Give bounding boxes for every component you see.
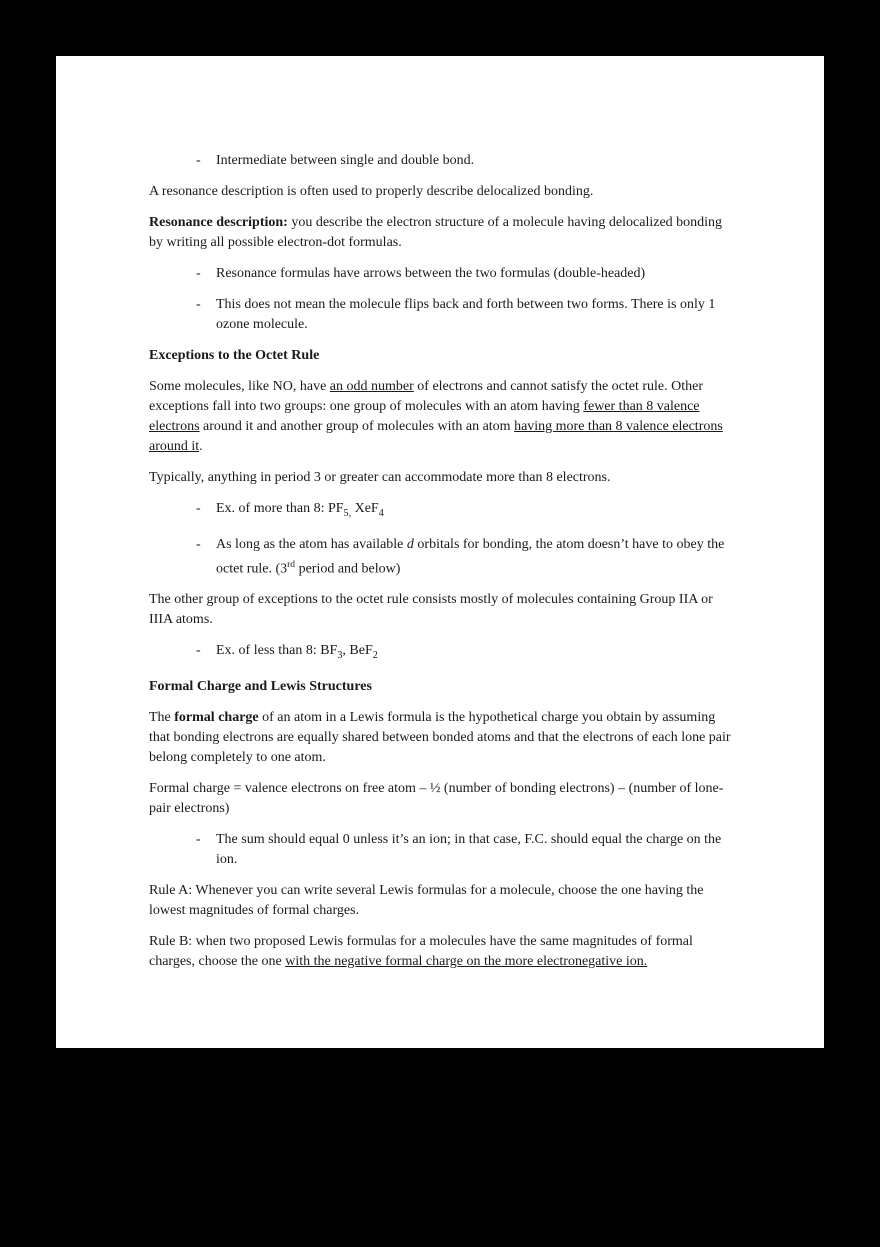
text-run: 2 <box>372 650 378 662</box>
text-run: 5, <box>343 507 352 519</box>
bullet-text <box>216 499 733 524</box>
text-run: Resonance formulas have arrows between the two formulas (double-headed) <box>216 266 646 281</box>
bullet-dash: - <box>196 536 201 552</box>
text-run: with the negative formal charge on the more electronegative ion. <box>285 954 648 970</box>
bullet-dash: - <box>196 297 201 312</box>
paragraph <box>149 881 733 921</box>
text-run: Ex. of less than 8: BF <box>216 643 338 659</box>
text-run: having more than 8 valence electrons around it <box>149 419 723 454</box>
text-run: Ex. of more than 8: PF <box>216 501 344 516</box>
text-run: Some molecules, like NO, have <box>149 379 330 394</box>
paragraph <box>149 708 733 768</box>
bullet-dash: - <box>196 501 201 516</box>
text-run: Rule A: Whenever you can write several Lewis formulas for a molecule, choose the one having the lowest magnitudes of formal charges. <box>149 883 704 919</box>
text-run: around it and another group of molecules with an atom <box>199 419 515 434</box>
text-run: of electrons and cannot satisfy the octet rule. Other exceptions fall into two groups: one group of molecules with an atom having <box>149 379 704 414</box>
paragraph <box>149 590 733 630</box>
text-run: Formal charge = valence electrons on free atom – ½ (number of bonding electrons) – (number of lone-pair electrons) <box>149 781 724 817</box>
text-run: Typically, anything in period 3 or greater can accommodate more than 8 electrons. <box>149 470 611 485</box>
bullet-text <box>216 830 733 870</box>
text-run: d <box>406 536 414 552</box>
text-run: orbitals for bonding, the atom doesn’t have to obey the octet rule. (3 <box>216 536 725 577</box>
paragraph <box>149 779 733 819</box>
text-run: This does not mean the molecule flips back and forth between two forms. There is only 1 ozone molecule. <box>216 297 716 332</box>
text-run: 4 <box>378 507 384 519</box>
bullet-dash: - <box>196 832 201 848</box>
text-run: , BeF <box>342 643 373 659</box>
section-heading <box>149 677 733 697</box>
text-run: . <box>199 439 203 454</box>
text-run: you describe the electron structure of a molecule having delocalized bonding by writing all possible electron-dot formulas. <box>149 215 723 250</box>
bullet-dash: - <box>196 643 201 659</box>
bullet-text <box>216 264 733 284</box>
bullet-item <box>196 535 733 580</box>
bullet-text <box>216 151 733 171</box>
text-run: The <box>149 710 175 726</box>
bullet-dash: - <box>196 266 201 281</box>
paragraph <box>149 377 733 457</box>
text-run: Exceptions to the Octet Rule <box>149 348 320 363</box>
text-run: The sum should equal 0 unless it’s an ion; in that case, F.C. should equal the charge on the ion. <box>216 832 722 868</box>
text-run: 3 <box>337 650 343 662</box>
text-run: period and below) <box>295 561 401 577</box>
bullet-item <box>196 499 733 524</box>
text-run: rd <box>287 559 296 570</box>
text-run: formal charge <box>174 710 259 726</box>
text-run: an odd number <box>329 379 414 394</box>
text-run: Formal Charge and Lewis Structures <box>149 679 372 695</box>
text-run: Resonance description: <box>149 215 288 230</box>
text-run: XeF <box>351 501 379 516</box>
section-heading <box>149 346 733 366</box>
bullet-text <box>216 535 733 580</box>
text-run: A resonance description is often used to properly describe delocalized bonding. <box>149 184 594 199</box>
bullet-text <box>216 641 733 666</box>
bullet-item <box>196 641 733 666</box>
paragraph <box>149 932 733 972</box>
text-run: fewer than 8 valence electrons <box>149 399 700 434</box>
bullet-item <box>196 151 733 171</box>
text-run: Intermediate between single and double bond. <box>216 153 475 168</box>
bullet-item <box>196 830 733 870</box>
bullet-item <box>196 295 733 335</box>
bullet-item <box>196 264 733 284</box>
text-run: As long as the atom has available <box>216 536 407 552</box>
text-run: Rule B: when two proposed Lewis formulas for a molecules have the same magnitudes of formal charges, choose the one <box>149 934 693 970</box>
bullet-dash: - <box>196 153 201 168</box>
document-page <box>56 56 824 1048</box>
bullet-text <box>216 295 733 335</box>
text-run: of an atom in a Lewis formula is the hypothetical charge you obtain by assuming that bonding electrons are equally shared between bonded atoms and that the electrons of each lone pair belong completely to one atom. <box>149 710 731 766</box>
paragraph <box>149 182 733 202</box>
text-run: The other group of exceptions to the octet rule consists mostly of molecules containing Group IIA or IIIA atoms. <box>149 592 713 628</box>
document-content <box>149 151 733 972</box>
paragraph <box>149 213 733 253</box>
paragraph <box>149 468 733 488</box>
